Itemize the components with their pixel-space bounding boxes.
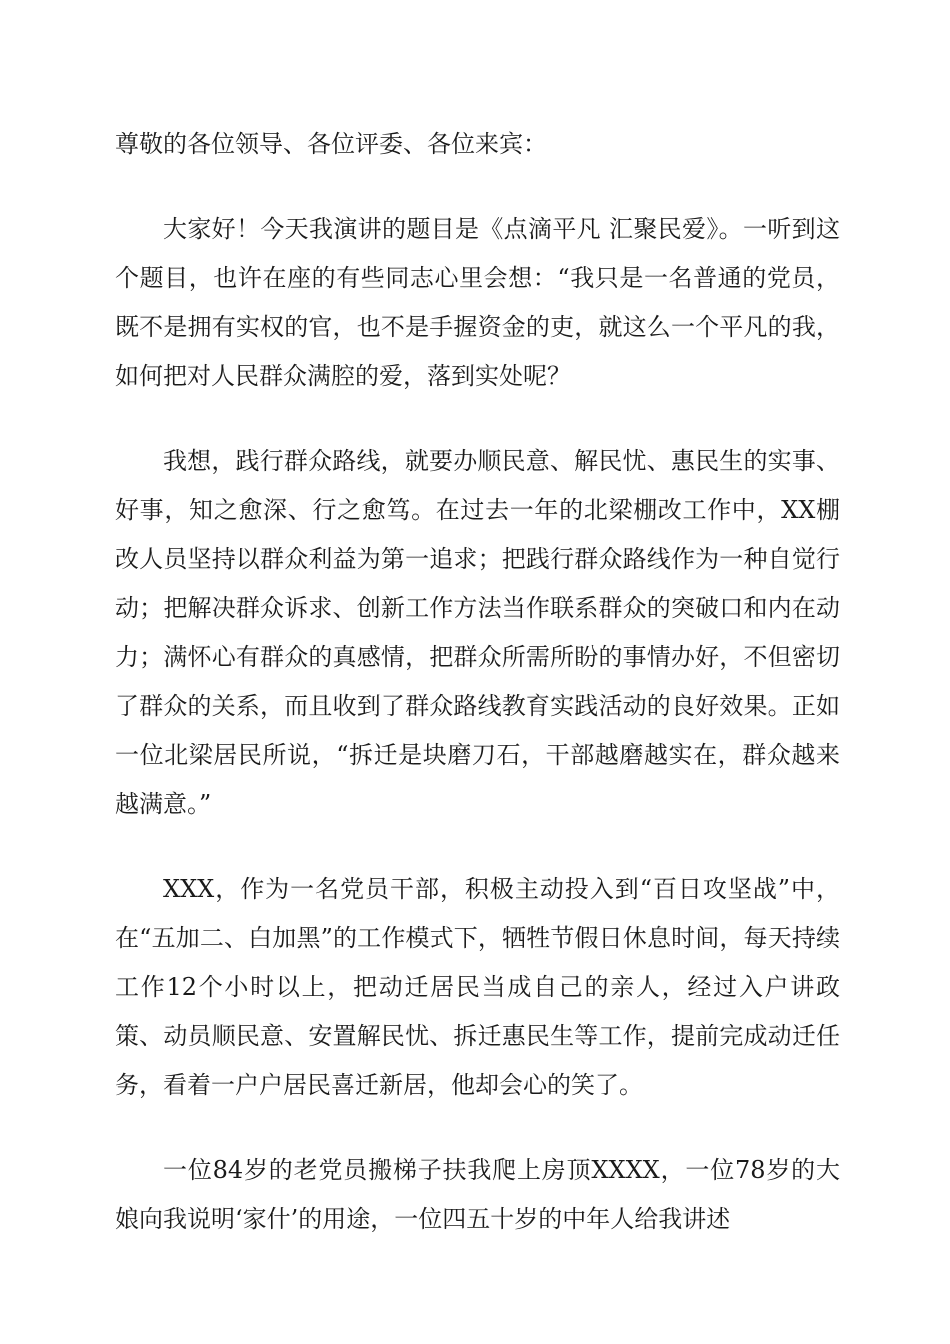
salutation: 尊敬的各位领导、各位评委、各位来宾： xyxy=(115,130,547,158)
paragraph-2: 我想，践行群众路线，就要办顺民意、解民忧、惠民生的实事、好事，知之愈深、行之愈笃。在过去一年的北梁棚改工作中，XX棚改人员坚持以群众利益为第一追求；把践行群众路线作为一种自觉行动；把解决群众诉求、创新工作方法当作联系群众的突破口和内在动力；满怀心有群众的真感情，把群众所需所盼的事情办好，不但密切了群众的关系，而且收到了群众路线教育实践活动的良好效果。正如一位北梁居民所说，“拆迁是块磨刀石，干部越磨越实在，群众越来越满意。” xyxy=(115,447,840,818)
paragraph-3: XXX，作为一名党员干部，积极主动投入到“百日攻坚战”中，在“五加二、白加黑”的工作模式下，牺牲节假日休息时间，每天持续工作12个小时以上，把动迁居民当成自己的亲人，经过入户讲政策、动员顺民意、安置解民忧、拆迁惠民生等工作，提前完成动迁任务，看着一户户居民喜迁新居，他却会心的笑了。 xyxy=(115,875,840,1099)
paragraph-1: 大家好！今天我演讲的题目是《点滴平凡 汇聚民爱》。一听到这个题目，也许在座的有些同志心里会想：“我只是一名普通的党员，既不是拥有实权的官，也不是手握资金的吏，就这么一个平凡的我，如何把对人民群众满腔的爱，落到实处呢？ xyxy=(115,215,840,390)
paragraph-4: 一位84岁的老党员搬梯子扶我爬上房顶XXXX，一位78岁的大娘向我说明‘家什’的用途，一位四五十岁的中年人给我讲述 xyxy=(115,1156,840,1233)
document-body xyxy=(115,120,840,1280)
